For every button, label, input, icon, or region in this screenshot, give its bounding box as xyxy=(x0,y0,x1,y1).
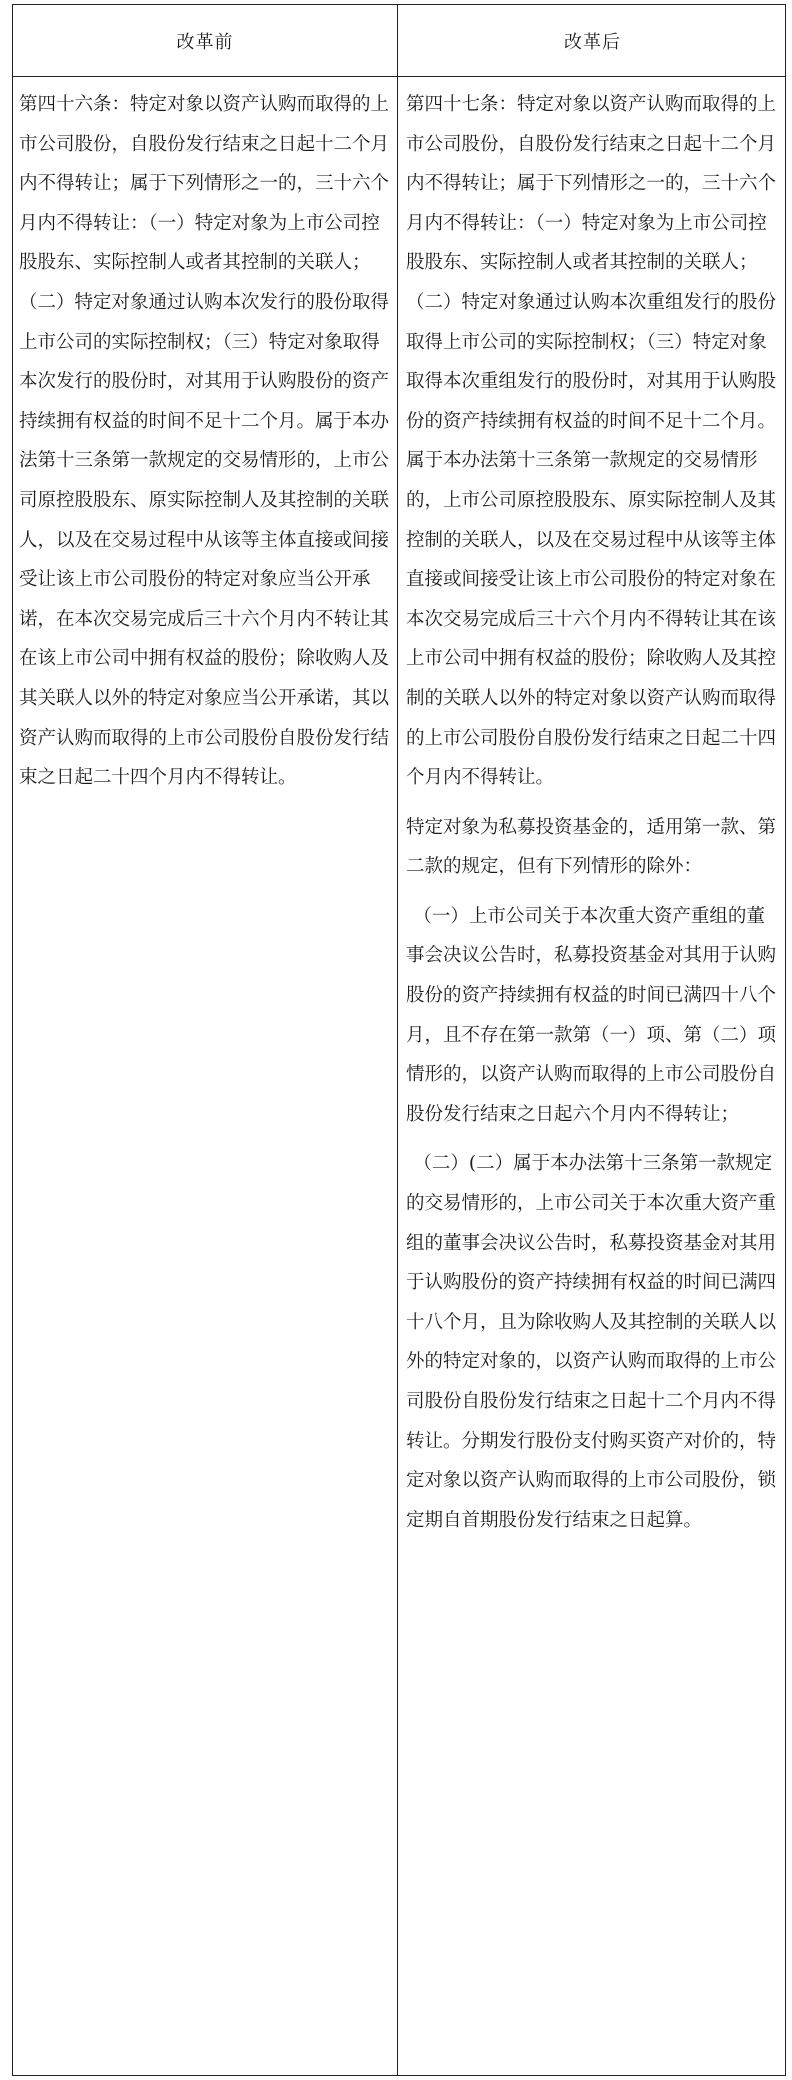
after-private-fund-clause: 特定对象为私募投资基金的，适用第一款、第二款的规定，但有下列情形的除外： xyxy=(406,816,777,878)
after-exception-2: （二）(二）属于本办法第十三条第一款规定的交易情形的，上市公司关于本次重大资产重组的董事会决议公告时，私募投资基金对其用于认购股份的资产持续拥有权益的时间已满四十八个月，且为除收购人及其控制的关联人以外的特定对象的，以资产认购而取得的上市公司股份自股份发行结束之日起十二个月内不得转让。分期发行股份支付购买资产对价的，特定对象以资产认购而取得的上市公司股份，锁定期自首期股份发行结束之日起算。 xyxy=(406,1153,777,1531)
after-article-47: 第四十七条：特定对象以资产认购而取得的上市公司股份，自股份发行结束之日起十二个月内不得转让；属于下列情形之一的，三十六个月内不得转让：（一）特定对象为上市公司控股股东、实际控制人或者其控制的关联人；（二）特定对象通过认购本次重组发行的股份取得上市公司的实际控制权；（三）特定对象取得本次重组发行的股份时，对其用于认购股份的资产持续拥有权益的时间不足十二个月。属于本办法第十三条第一款规定的交易情形的，上市公司原控股股东、原实际控制人及其控制的关联人，以及在交易过程中从该等主体直接或间接受让该上市公司股份的特定对象在本次交易完成后三十六个月内不得转让其在该上市公司中拥有权益的股份；除收购人及其控制的关联人以外的特定对象以资产认购而取得的上市公司股份自股份发行结束之日起二十四个月内不得转让。 xyxy=(406,94,777,789)
after-exception-1: （一）上市公司关于本次重大资产重组的董事会决议公告时，私募投资基金对其用于认购股份的资产持续拥有权益的时间已满四十八个月，且不存在第一款第（一）项、第（二）项情形的，以资产认购而取得的上市公司股份自股份发行结束之日起六个月内不得转让； xyxy=(406,905,777,1125)
before-article-46: 第四十六条：特定对象以资产认购而取得的上市公司股份，自股份发行结束之日起十二个月内不得转让；属于下列情形之一的，三十六个月内不得转让：（一）特定对象为上市公司控股股东、实际控制人或者其控制的关联人；（二）特定对象通过认购本次发行的股份取得上市公司的实际控制权；（三）特定对象取得本次发行的股份时，对其用于认购股份的资产持续拥有权益的时间不足十二个月。属于本办法第十三条第一款规定的交易情形的，上市公司原控股股东、原实际控制人及其控制的关联人，以及在交易过程中从该等主体直接或间接受让该上市公司股份的特定对象应当公开承诺，在本次交易完成后三十六个月内不转让其在该上市公司中拥有权益的股份；除收购人及其关联人以外的特定对象应当公开承诺，其以资产认购而取得的上市公司股份自股份发行结束之日起二十四个月内不得转让。 xyxy=(19,94,390,789)
cell-after xyxy=(406,85,781,1540)
cell-before xyxy=(19,85,391,798)
header-after: 改革后 xyxy=(564,31,621,53)
comparison-table xyxy=(12,4,786,2076)
header-before: 改革前 xyxy=(176,31,234,53)
header-divider xyxy=(13,76,785,77)
column-divider xyxy=(397,5,398,2075)
